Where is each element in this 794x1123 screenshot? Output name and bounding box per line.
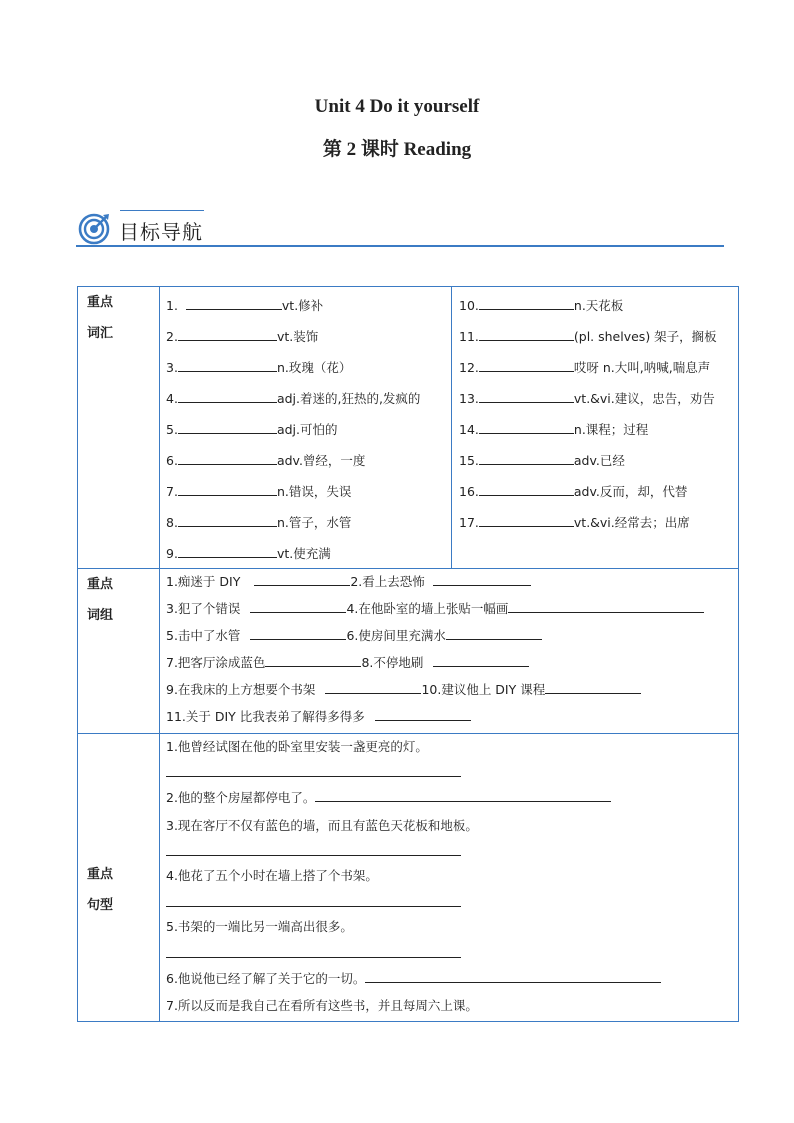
vocab-item: 6. adv.曾经，一度 (166, 453, 366, 468)
vocab-item: 5. adj.可怕的 (166, 422, 338, 437)
vocab-item: 13. vt.&vi.建议，忠告，劝告 (459, 391, 715, 406)
vocab-item: 15. adv.已经 (459, 453, 625, 468)
vocab-item: 1. vt.修补 (166, 298, 324, 313)
answer-blank[interactable] (365, 969, 661, 983)
sentence-prompt: 2.他的整个房屋都停电了。 (166, 788, 611, 806)
phrase-row: 7.把客厅涂成蓝色 8.不停地刷 (166, 653, 529, 671)
answer-blank[interactable] (433, 572, 531, 586)
answer-blank[interactable] (375, 707, 471, 721)
vocab-item: 16. adv.反而，却，代替 (459, 484, 688, 499)
answer-blank[interactable] (178, 389, 277, 403)
vocab-bottom-rule (78, 568, 738, 569)
vocab-item: 4. adj.着迷的,狂热的,发疯的 (166, 391, 421, 406)
answer-blank[interactable] (178, 451, 277, 465)
sentence-prompt: 7.所以反而是我自己在看所有这些书，并且每周六上课。 (166, 998, 478, 1013)
phrase-row: 3.犯了个错误 4.在他卧室的墙上张贴一幅画 (166, 599, 704, 617)
sentence-prompt: 1.他曾经试图在他的卧室里安装一盏更亮的灯。 (166, 739, 428, 754)
answer-blank[interactable] (479, 327, 574, 341)
answer-blank[interactable] (433, 653, 529, 667)
vocab-item: 7. n.错误，失误 (166, 484, 352, 499)
answer-blank[interactable] (186, 296, 282, 310)
phrases-bottom-rule (78, 733, 738, 734)
answer-blank[interactable] (479, 513, 574, 527)
answer-blank[interactable] (479, 389, 574, 403)
answer-blank[interactable] (479, 482, 574, 496)
study-table (77, 286, 739, 1022)
answer-blank[interactable] (545, 680, 641, 694)
answer-blank[interactable] (446, 626, 542, 640)
phrase-row: 9.在我床的上方想要个书架 10.建议他上 DIY 课程 (166, 680, 641, 698)
vocab-category: 重点 词汇 (87, 295, 114, 341)
answer-blank[interactable] (479, 358, 574, 372)
answer-blank[interactable] (508, 599, 704, 613)
vocab-item: 10. n.天花板 (459, 298, 624, 313)
category-divider (159, 287, 160, 1021)
answer-blank[interactable] (178, 482, 277, 496)
answer-line[interactable] (166, 906, 461, 907)
vocab-item: 12. 哎呀 n.大叫,呐喊,喘息声 (459, 360, 711, 375)
sentences-category: 重点 句型 (87, 867, 114, 913)
section-header (76, 208, 724, 248)
answer-blank[interactable] (479, 296, 574, 310)
unit-title: Unit 4 Do it yourself (314, 96, 480, 117)
phrase-row: 5.击中了水管 6.使房间里充满水 (166, 626, 542, 644)
section-label: 目标导航 (119, 220, 203, 244)
answer-blank[interactable] (254, 572, 350, 586)
answer-line[interactable] (166, 855, 461, 856)
header-top-rule (120, 210, 204, 211)
answer-blank[interactable] (250, 599, 346, 613)
header-bottom-rule (76, 245, 724, 247)
answer-blank[interactable] (479, 420, 574, 434)
phrase-row: 11.关于 DIY 比我表弟了解得多得多 (166, 707, 471, 725)
answer-blank[interactable] (178, 358, 277, 372)
answer-blank[interactable] (178, 513, 277, 527)
target-icon (78, 213, 110, 245)
sentence-prompt: 6.他说他已经了解了关于它的一切。 (166, 969, 661, 987)
answer-blank[interactable] (178, 327, 277, 341)
answer-blank[interactable] (178, 420, 277, 434)
answer-blank[interactable] (265, 653, 361, 667)
vocab-item: 14. n.课程；过程 (459, 422, 649, 437)
sentence-prompt: 5.书架的一端比另一端高出很多。 (166, 919, 353, 934)
phrase-row: 1.痴迷于 DIY 2.看上去恐怖 (166, 572, 531, 590)
sentence-prompt: 4.他花了五个小时在墙上搭了个书架。 (166, 868, 378, 883)
lesson-title: 第 2 课时 Reading (322, 139, 472, 160)
vocab-item: 2. vt.装饰 (166, 329, 319, 344)
answer-blank[interactable] (250, 626, 346, 640)
answer-blank[interactable] (325, 680, 421, 694)
phrases-category: 重点 词组 (87, 577, 114, 623)
vocab-item: 17. vt.&vi.经常去；出席 (459, 515, 690, 530)
answer-blank[interactable] (178, 544, 277, 558)
answer-line[interactable] (166, 776, 461, 777)
answer-line[interactable] (166, 957, 461, 958)
vocab-item: 3. n.玫瑰（花） (166, 360, 352, 375)
answer-blank[interactable] (315, 788, 611, 802)
answer-blank[interactable] (479, 451, 574, 465)
sentence-prompt: 3.现在客厅不仅有蓝色的墙，而且有蓝色天花板和地板。 (166, 818, 478, 833)
vocab-item: 11. (pl. shelves) 架子，搁板 (459, 329, 717, 344)
vocab-item: 9. vt.使充满 (166, 546, 331, 561)
vocab-column-divider (451, 287, 452, 568)
vocab-item: 8. n.管子，水管 (166, 515, 352, 530)
